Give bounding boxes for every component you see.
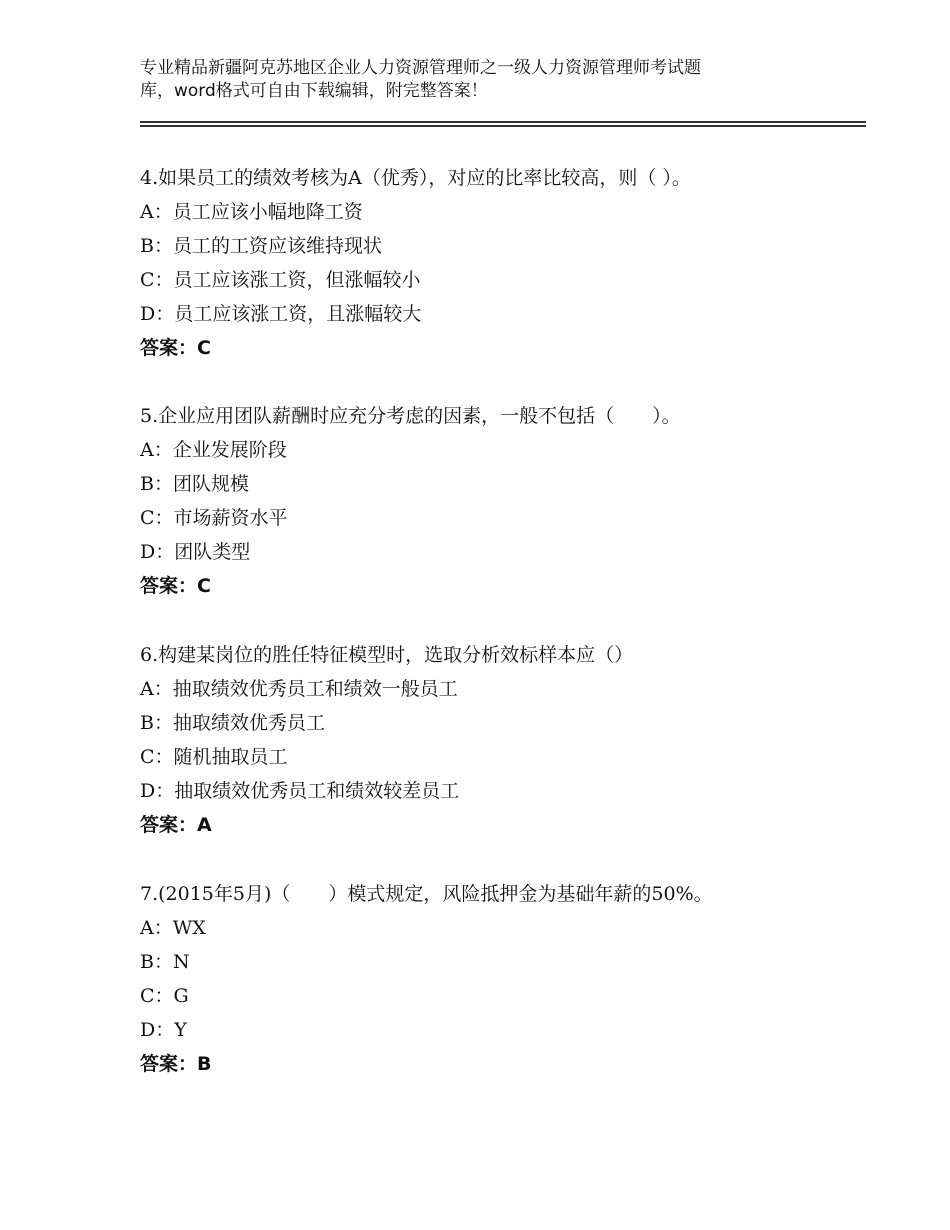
option-b: B：团队规模 [140, 473, 249, 495]
option-c: C：随机抽取员工 [140, 746, 288, 768]
option-b: B：N [140, 951, 190, 973]
answer-line: 答案：A [140, 814, 212, 836]
option-a: A：员工应该小幅地降工资 [140, 201, 363, 223]
header-title-line-2: 库，word格式可自由下载编辑，附完整答案！ [140, 81, 488, 101]
header-title-line-1: 专业精品新疆阿克苏地区企业人力资源管理师之一级人力资源管理师考试题 [140, 58, 701, 78]
answer-line: 答案：C [140, 337, 211, 359]
option-c: C：市场薪资水平 [140, 507, 288, 529]
option-c: C：员工应该涨工资，但涨幅较小 [140, 269, 421, 291]
option-d: D：员工应该涨工资，且涨幅较大 [140, 303, 422, 325]
question-stem: 5.企业应用团队薪酬时应充分考虑的因素，一般不包括（ ）。 [140, 405, 681, 427]
option-c: C：G [140, 985, 189, 1007]
question-stem: 6.构建某岗位的胜任特征模型时，选取分析效标样本应（） [140, 644, 634, 666]
answer-line: 答案：B [140, 1053, 212, 1075]
question-stem: 4.如果员工的绩效考核为A（优秀），对应的比率比较高，则（ ）。 [140, 167, 691, 189]
question-6 [140, 638, 860, 842]
question-stem: 7.(2015年5月)（ ）模式规定，风险抵押金为基础年薪的50%。 [140, 883, 713, 905]
header-divider-top [140, 121, 866, 123]
option-a: A：抽取绩效优秀员工和绩效一般员工 [140, 678, 458, 700]
option-d: D：Y [140, 1019, 187, 1041]
question-7 [140, 877, 860, 1081]
question-5 [140, 399, 860, 603]
option-b: B：抽取绩效优秀员工 [140, 712, 325, 734]
header-divider-bottom [140, 125, 866, 127]
option-a: A：企业发展阶段 [140, 439, 287, 461]
option-d: D：团队类型 [140, 541, 251, 563]
option-a: A：WX [140, 917, 206, 939]
document-header [140, 57, 780, 103]
question-4 [140, 161, 860, 365]
answer-line: 答案：C [140, 575, 211, 597]
option-b: B：员工的工资应该维持现状 [140, 235, 382, 257]
option-d: D：抽取绩效优秀员工和绩效较差员工 [140, 780, 460, 802]
